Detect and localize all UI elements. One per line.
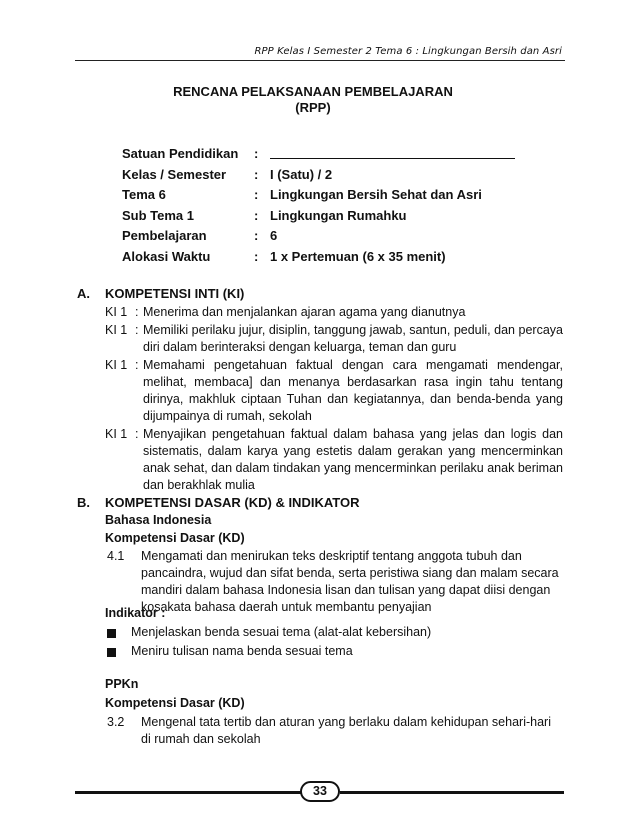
info-colon: : xyxy=(254,187,259,203)
indikator-item xyxy=(105,644,353,658)
kd-number: 3.2 xyxy=(107,715,125,729)
info-row-pembelajaran xyxy=(122,228,515,249)
square-bullet-icon xyxy=(107,648,116,657)
ki-text: Memahami pengetahuan faktual dengan cara mengamati mendengar, melihat, membaca] dan menanya berdasarkan rasa ingin tahu tentang dirinya, makhluk ciptaan Tuhan dan kegiatannya, dan benda-benda yang dijumpainya di rumah, sekolah xyxy=(143,358,563,423)
info-label: Alokasi Waktu xyxy=(122,248,211,264)
ki-colon: : xyxy=(135,305,139,319)
kd-text: Mengenal tata tertib dan aturan yang berlaku dalam kehidupan sehari-hari di rumah dan sekolah xyxy=(141,715,551,746)
square-bullet-icon xyxy=(107,629,116,638)
ki-item xyxy=(105,322,563,356)
kd-heading: Kompetensi Dasar (KD) xyxy=(105,696,245,710)
ki-list xyxy=(105,304,563,495)
ki-colon: : xyxy=(135,427,139,441)
kd-number: 4.1 xyxy=(107,549,125,563)
indikator-heading: Indikator : xyxy=(105,606,166,620)
info-colon: : xyxy=(254,248,259,264)
ki-code: KI 1 xyxy=(105,427,128,441)
footer-rule-left xyxy=(75,791,301,794)
indikator-item xyxy=(105,625,431,639)
footer-rule-right xyxy=(340,791,564,794)
info-colon: : xyxy=(254,207,259,223)
info-row-subtema xyxy=(122,208,515,229)
document-subtitle: (RPP) xyxy=(295,100,331,115)
indikator-text: Menjelaskan benda sesuai tema (alat-alat kebersihan) xyxy=(131,625,432,639)
document-title: RENCANA PELAKSANAAN PEMBELAJARAN xyxy=(173,84,453,99)
ki-colon: : xyxy=(135,323,139,337)
section-b-title: KOMPETENSI DASAR (KD) & INDIKATOR xyxy=(105,495,360,510)
kd-item xyxy=(105,548,563,616)
ki-code: KI 1 xyxy=(105,358,128,372)
section-a-letter: A. xyxy=(77,286,90,301)
identity-table xyxy=(122,146,515,270)
info-row-tema xyxy=(122,187,515,208)
ki-item xyxy=(105,426,563,494)
info-colon: : xyxy=(254,146,259,161)
blank-fill-line xyxy=(270,146,515,159)
ki-item xyxy=(105,304,563,321)
info-label: Pembelajaran xyxy=(122,228,207,244)
kd-heading: Kompetensi Dasar (KD) xyxy=(105,531,245,545)
info-label: Sub Tema 1 xyxy=(122,207,195,223)
kd-text: Mengamati dan menirukan teks deskriptif tentang anggota tubuh dan pancaindra, wujud dan sifat benda, serta peristiwa siang dan malam secara mandiri dalam bahasa Indonesia lisan dan tulisan yang dapat diisi dengan kosakata bahasa daerah untuk membantu penyajian xyxy=(141,549,559,614)
running-header: RPP Kelas I Semester 2 Tema 6 : Lingkungan Bersih dan Asri xyxy=(254,46,562,57)
info-label: Kelas / Semester xyxy=(122,166,227,182)
info-row-alokasi xyxy=(122,249,515,270)
ki-text: Memiliki perilaku jujur, disiplin, tanggung jawab, santun, peduli, dan percaya diri dalam berinteraksi dengan keluarga, teman dan guru xyxy=(143,323,563,354)
ki-colon: : xyxy=(135,358,139,372)
indikator-text: Meniru tulisan nama benda sesuai tema xyxy=(131,644,353,658)
ki-item xyxy=(105,357,563,425)
info-row-kelas xyxy=(122,167,515,188)
ki-text: Menyajikan pengetahuan faktual dalam bahasa yang jelas dan logis dan sistematis, dalam karya yang estetis dalam gerakan yang mencerminkan anak sehat, dan dalam tindakan yang mencerminkan perilaku anak beriman dan berakhlak mulia xyxy=(143,427,563,492)
ki-text: Menerima dan menjalankan ajaran agama yang dianutnya xyxy=(143,305,466,319)
info-colon: : xyxy=(254,228,259,244)
info-value: 1 x Pertemuan (6 x 35 menit) xyxy=(270,248,446,264)
section-b-letter: B. xyxy=(77,495,90,510)
page-number: 33 xyxy=(300,781,340,802)
info-value: Lingkungan Rumahku xyxy=(270,207,407,223)
info-label: Tema 6 xyxy=(122,187,166,203)
ki-code: KI 1 xyxy=(105,305,128,319)
kd-item xyxy=(105,714,563,748)
info-row-satuan xyxy=(122,146,515,167)
info-label: Satuan Pendidikan xyxy=(122,146,239,161)
subject-ppkn: PPKn xyxy=(105,677,139,691)
ki-code: KI 1 xyxy=(105,323,128,337)
info-value: I (Satu) / 2 xyxy=(270,166,333,182)
info-colon: : xyxy=(254,166,259,182)
header-rule xyxy=(75,60,565,61)
info-value: Lingkungan Bersih Sehat dan Asri xyxy=(270,187,482,203)
section-a-title: KOMPETENSI INTI (KI) xyxy=(105,286,245,301)
subject-bahasa-indonesia: Bahasa Indonesia xyxy=(105,513,212,527)
info-value: 6 xyxy=(270,228,278,244)
